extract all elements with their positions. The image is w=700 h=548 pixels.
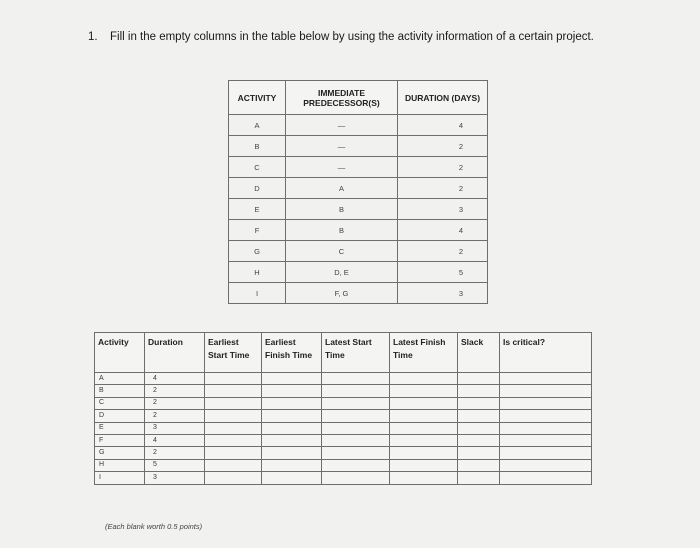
duration-cell: 2	[145, 397, 205, 409]
schedule-table	[94, 332, 592, 485]
ls-blank[interactable]	[322, 447, 390, 459]
header-duration: DURATION (DAYS)	[398, 81, 488, 115]
table-row	[95, 447, 592, 459]
slack-blank[interactable]	[458, 459, 500, 471]
ls-blank[interactable]	[322, 434, 390, 446]
slack-blank[interactable]	[458, 397, 500, 409]
critical-blank[interactable]	[500, 434, 592, 446]
table-row	[229, 115, 488, 136]
table-row	[95, 459, 592, 471]
duration-cell: 5	[145, 459, 205, 471]
duration-cell: 4	[398, 115, 488, 136]
predecessor-cell: —	[286, 115, 398, 136]
predecessor-cell: A	[286, 178, 398, 199]
critical-blank[interactable]	[500, 385, 592, 397]
table-row	[229, 220, 488, 241]
activity-table-header	[229, 81, 488, 115]
lf-blank[interactable]	[390, 422, 458, 434]
question-number: 1.	[88, 31, 98, 43]
header-activity: Activity	[95, 333, 145, 373]
header-activity: ACTIVITY	[229, 81, 286, 115]
table-row	[229, 262, 488, 283]
table-row	[229, 178, 488, 199]
ef-blank[interactable]	[262, 422, 322, 434]
ef-blank[interactable]	[262, 447, 322, 459]
activity-cell: F	[229, 220, 286, 241]
lf-blank[interactable]	[390, 459, 458, 471]
duration-cell: 4	[398, 220, 488, 241]
es-blank[interactable]	[205, 447, 262, 459]
ef-blank[interactable]	[262, 385, 322, 397]
critical-blank[interactable]	[500, 373, 592, 385]
activity-cell: H	[229, 262, 286, 283]
predecessor-cell: B	[286, 220, 398, 241]
slack-blank[interactable]	[458, 434, 500, 446]
activity-cell: I	[229, 283, 286, 304]
duration-cell: 3	[398, 283, 488, 304]
critical-blank[interactable]	[500, 459, 592, 471]
slack-blank[interactable]	[458, 422, 500, 434]
duration-cell: 3	[145, 422, 205, 434]
schedule-table-header	[95, 333, 592, 373]
table-row	[95, 410, 592, 422]
activity-cell: D	[95, 410, 145, 422]
slack-blank[interactable]	[458, 373, 500, 385]
activity-cell: B	[95, 385, 145, 397]
lf-blank[interactable]	[390, 410, 458, 422]
es-blank[interactable]	[205, 422, 262, 434]
ls-blank[interactable]	[322, 472, 390, 484]
critical-blank[interactable]	[500, 447, 592, 459]
activity-cell: A	[95, 373, 145, 385]
duration-cell: 2	[145, 447, 205, 459]
activity-cell: D	[229, 178, 286, 199]
critical-blank[interactable]	[500, 397, 592, 409]
es-blank[interactable]	[205, 410, 262, 422]
table-row	[95, 385, 592, 397]
lf-blank[interactable]	[390, 447, 458, 459]
es-blank[interactable]	[205, 373, 262, 385]
ef-blank[interactable]	[262, 434, 322, 446]
activity-cell: F	[95, 434, 145, 446]
activity-cell: B	[229, 136, 286, 157]
ef-blank[interactable]	[262, 397, 322, 409]
lf-blank[interactable]	[390, 434, 458, 446]
activity-cell: C	[229, 157, 286, 178]
duration-cell: 2	[145, 410, 205, 422]
table-row	[229, 241, 488, 262]
duration-cell: 5	[398, 262, 488, 283]
header-immediate-predecessors: IMMEDIATE PREDECESSOR(S)	[286, 81, 398, 115]
duration-cell: 4	[145, 434, 205, 446]
critical-blank[interactable]	[500, 472, 592, 484]
table-row	[95, 373, 592, 385]
table-row	[229, 157, 488, 178]
predecessor-cell: F, G	[286, 283, 398, 304]
header-latest-finish: Latest Finish Time	[390, 333, 458, 373]
critical-blank[interactable]	[500, 422, 592, 434]
ls-blank[interactable]	[322, 422, 390, 434]
activity-cell: H	[95, 459, 145, 471]
activity-cell: C	[95, 397, 145, 409]
predecessor-cell: B	[286, 199, 398, 220]
predecessor-cell: D, E	[286, 262, 398, 283]
duration-cell: 2	[398, 136, 488, 157]
ls-blank[interactable]	[322, 373, 390, 385]
table-row	[229, 283, 488, 304]
table-row	[95, 397, 592, 409]
duration-cell: 2	[398, 178, 488, 199]
duration-cell: 3	[145, 472, 205, 484]
predecessor-cell: —	[286, 157, 398, 178]
activity-cell: E	[95, 422, 145, 434]
es-blank[interactable]	[205, 472, 262, 484]
activity-cell: E	[229, 199, 286, 220]
ls-blank[interactable]	[322, 410, 390, 422]
points-note: (Each blank worth 0.5 points)	[105, 522, 203, 531]
question-text: Fill in the empty columns in the table below by using the activity information of a certain project.	[110, 31, 594, 43]
lf-blank[interactable]	[390, 373, 458, 385]
ef-blank[interactable]	[262, 410, 322, 422]
header-duration: Duration	[145, 333, 205, 373]
header-slack: Slack	[458, 333, 500, 373]
activity-cell: I	[95, 472, 145, 484]
ls-blank[interactable]	[322, 385, 390, 397]
ls-blank[interactable]	[322, 397, 390, 409]
es-blank[interactable]	[205, 397, 262, 409]
ef-blank[interactable]	[262, 459, 322, 471]
ls-blank[interactable]	[322, 459, 390, 471]
predecessor-cell: —	[286, 136, 398, 157]
header-is-critical: Is critical?	[500, 333, 592, 373]
es-blank[interactable]	[205, 385, 262, 397]
header-earliest-finish: Earliest Finish Time	[262, 333, 322, 373]
activity-cell: A	[229, 115, 286, 136]
table-row	[95, 472, 592, 484]
activity-table	[228, 80, 488, 304]
lf-blank[interactable]	[390, 472, 458, 484]
duration-cell: 2	[145, 385, 205, 397]
duration-cell: 2	[398, 241, 488, 262]
es-blank[interactable]	[205, 459, 262, 471]
ef-blank[interactable]	[262, 373, 322, 385]
slack-blank[interactable]	[458, 385, 500, 397]
activity-cell: G	[95, 447, 145, 459]
lf-blank[interactable]	[390, 397, 458, 409]
predecessor-cell: C	[286, 241, 398, 262]
ef-blank[interactable]	[262, 472, 322, 484]
table-row	[95, 422, 592, 434]
slack-blank[interactable]	[458, 410, 500, 422]
table-row	[229, 136, 488, 157]
duration-cell: 4	[145, 373, 205, 385]
slack-blank[interactable]	[458, 447, 500, 459]
activity-cell: G	[229, 241, 286, 262]
duration-cell: 3	[398, 199, 488, 220]
header-latest-start: Latest Start Time	[322, 333, 390, 373]
header-earliest-start: Earliest Start Time	[205, 333, 262, 373]
duration-cell: 2	[398, 157, 488, 178]
critical-blank[interactable]	[500, 410, 592, 422]
es-blank[interactable]	[205, 434, 262, 446]
table-row	[95, 434, 592, 446]
table-row	[229, 199, 488, 220]
lf-blank[interactable]	[390, 385, 458, 397]
slack-blank[interactable]	[458, 472, 500, 484]
